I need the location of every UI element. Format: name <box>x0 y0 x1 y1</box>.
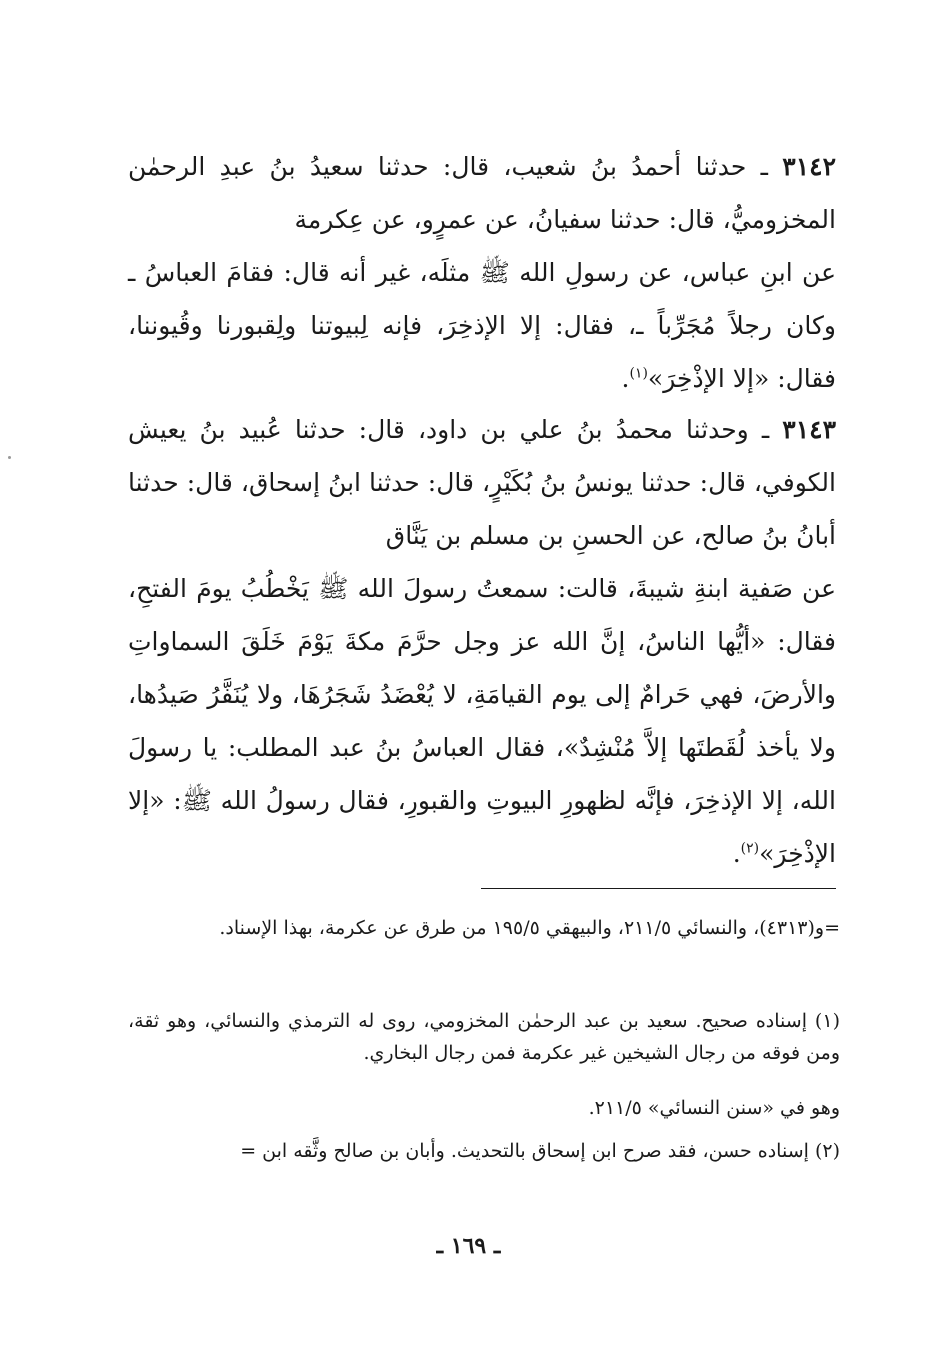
hadith-3142-isnad <box>128 140 836 246</box>
footnote-continuation: =و(٤٣١٣)، والنسائي ٢١١/٥، والبيهقي ١٩٥/٥ من طرق عن عكرمة، بهذا الإسناد. <box>219 917 840 939</box>
sentence-end: . <box>732 839 741 868</box>
hadith-3142-matn <box>128 246 836 405</box>
footnote-1-source: وهو في «سنن النسائي» ٢١١/٥. <box>588 1097 840 1119</box>
footnote-2: (٢) إسناده حسن، فقد صرح ابن إسحاق بالتحديث. وأبان بن صالح وثَّقه ابن = <box>240 1140 840 1162</box>
footnote-1: (١) إسناده صحيح. سعيد بن عبد الرحمٰن المخزومي، روى له الترمذي والنسائي، وهو ثقة، ومن فوقه من رجال الشيخين غير عكرمة فمن رجال البخاري. <box>128 1010 840 1064</box>
hadith-matn-text: عن صَفية ابنةِ شيبةَ، قالت: سمعتُ رسولَ الله ﷺ يَخْطُبُ يومَ الفتحِ، فقال: «أيُّها الناسُ، إنَّ الله عز وجل حرَّمَ مكةَ يَوْمَ خَلَقَ السماواتِ والأرضَ، فهي حَرامٌ إلى يوم القيامَةِ، لا يُعْضَدُ شَجَرُهَا، ولا يُنَفَّرُ صَيدُها، ولا يأخذ لُقَطتَها إلاَّ مُنْشِدٌ»، فقال العباسُ بنُ عبد المطلب: يا رسولَ الله، إلا الإذخِرَ، فإنَّه لظهورِ البيوتِ والقبورِ، فقال رسولُ الله ﷺ: «إلا الإذْخِرَ» <box>128 574 836 868</box>
page-number: ـ ١٦٩ ـ <box>436 1233 501 1259</box>
hadith-3143-isnad <box>128 403 836 562</box>
footnote-ref-2[interactable]: (٢) <box>740 840 760 857</box>
hadith-isnad-text: ـ وحدثنا محمدُ بنُ علي بن داود، قال: حدثنا عُبيد بنُ يعيش الكوفي، قال: حدثنا يونسُ بنُ بُكَيْرٍ، قال: حدثنا ابنُ إسحاق، قال: حدثنا أبانُ بنُ صالح، عن الحسنِ بن مسلم بن يَنَّاق <box>128 415 836 550</box>
scan-mark <box>8 456 11 459</box>
hadith-number: ٣١٤٣ <box>782 415 837 444</box>
hadith-matn-text: عن ابنِ عباس، عن رسولِ الله ﷺ مثلَه، غير أنه قال: فقامَ العباسُ ـ وكان رجلاً مُجَرِّباً ـ، فقال: إلا الإذخِرَ، فإنه لِبيوتنا ولِقبورنا وقُيوننا، فقال: «إلا الإذْخِرَ» <box>128 258 836 393</box>
footnote-ref-1[interactable]: (١) <box>629 365 648 382</box>
footnote-separator <box>481 888 836 889</box>
hadith-3143-matn <box>128 562 836 880</box>
hadith-isnad-text: ـ حدثنا أحمدُ بنُ شعيب، قال: حدثنا سعيدُ بنُ عبدِ الرحمٰن المخزوميُّ، قال: حدثنا سفيانُ، عن عمرٍو، عن عِكرمة <box>128 152 836 234</box>
sentence-end: . <box>621 364 630 393</box>
hadith-number: ٣١٤٢ <box>782 152 836 181</box>
